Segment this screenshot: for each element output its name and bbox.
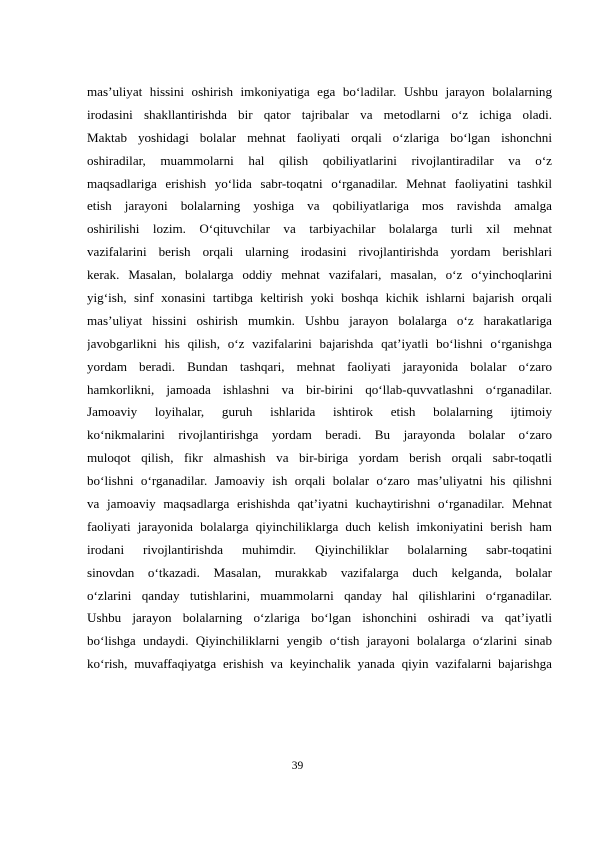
text-line: hamkorlikni, jamoada ishlashni va bir-birini qo‘llab-quvvatlashni o‘rganadilar. — [87, 381, 552, 397]
text-line: faoliyati jarayonida bolalarga qiyinchiliklarga duch kelish imkoniyatini berish ham — [87, 518, 552, 534]
text-line: ko‘rish, muvaffaqiyatga erishish va keyinchalik yanada qiyin vazifalarni bajarishga — [87, 656, 552, 672]
text-line: ko‘nikmalarini rivojlantirishga yordam beradi. Bu jarayonda bolalar o‘zaro — [87, 427, 552, 443]
text-line: javobgarlikni his qilish, o‘z vazifalarini bajarishda qat’iyatli bo‘lishni o‘rganishga — [87, 335, 552, 351]
text-line: sinovdan o‘tkazadi. Masalan, murakkab vazifalarga duch kelganda, bolalar — [87, 564, 552, 580]
page-number: 39 — [291, 760, 304, 772]
body-text — [87, 81, 552, 676]
text-line: Jamoaviy loyihalar, guruh ishlarida ishtirok etish bolalarning ijtimoiy — [87, 404, 552, 420]
text-line: muloqot qilish, fikr almashish va bir-biriga yordam berish orqali sabr-toqatli — [87, 450, 552, 466]
text-line: va jamoaviy maqsadlarga erishishda qat’iyatni kuchaytirishni o‘rganadilar. Mehnat — [87, 496, 552, 512]
text-line: vazifalarini berish orqali ularning irodasini rivojlantirishda yordam berishlari — [87, 244, 552, 260]
text-line: mas’uliyat hissini oshirish imkoniyatiga ega bo‘ladilar. Ushbu jarayon bolalarning — [87, 84, 552, 99]
text-line: etish jarayoni bolalarning yoshiga va qobiliyatlariga mos ravishda amalga — [87, 198, 552, 214]
text-line: yig‘ish, sinf xonasini tartibga keltirish yoki boshqa kichik ishlarni bajarish orqali — [87, 290, 552, 306]
text-line: irodasini shakllantirishda bir qator tajribalar va metodlarni o‘z ichiga oladi. — [87, 106, 552, 122]
text-line: bo‘lishni o‘rganadilar. Jamoaviy ish orqali bolalar o‘zaro mas’uliyatni his qilishni — [87, 473, 552, 489]
text-line: kerak. Masalan, bolalarga oddiy mehnat vazifalari, masalan, o‘z o‘yinchoqlarini — [87, 267, 552, 283]
text-line: bo‘lishga undaydi. Qiyinchiliklarni yengib o‘tish jarayoni bolalarga o‘zlarini sinab — [87, 633, 552, 649]
text-line: yordam beradi. Bundan tashqari, mehnat faoliyati jarayonida bolalar o‘zaro — [87, 358, 552, 374]
text-line: o‘zlarini qanday tutishlarini, muammolarni qanday hal qilishlarini o‘rganadilar. — [87, 587, 552, 603]
text-line: irodani rivojlantirishda muhimdir. Qiyinchiliklar bolalarning sabr-toqatini — [87, 541, 552, 557]
text-line: oshiradilar, muammolarni hal qilish qobiliyatlarini rivojlantiradilar va o‘z — [87, 152, 552, 168]
text-line: mas’uliyat hissini oshirish mumkin. Ushbu jarayon bolalarga o‘z harakatlariga — [87, 312, 552, 328]
text-line: Ushbu jarayon bolalarning o‘zlariga bo‘lgan ishonchini oshiradi va qat’iyatli — [87, 610, 552, 626]
text-line: oshirilishi lozim. O‘qituvchilar va tarbiyachilar bolalarga turli xil mehnat — [87, 221, 552, 237]
text-line: maqsadlariga erishish yo‘lida sabr-toqatni o‘rganadilar. Mehnat faoliyatini tashkil — [87, 175, 552, 191]
text-line: Maktab yoshidagi bolalar mehnat faoliyati orqali o‘zlariga bo‘lgan ishonchni — [87, 129, 552, 145]
